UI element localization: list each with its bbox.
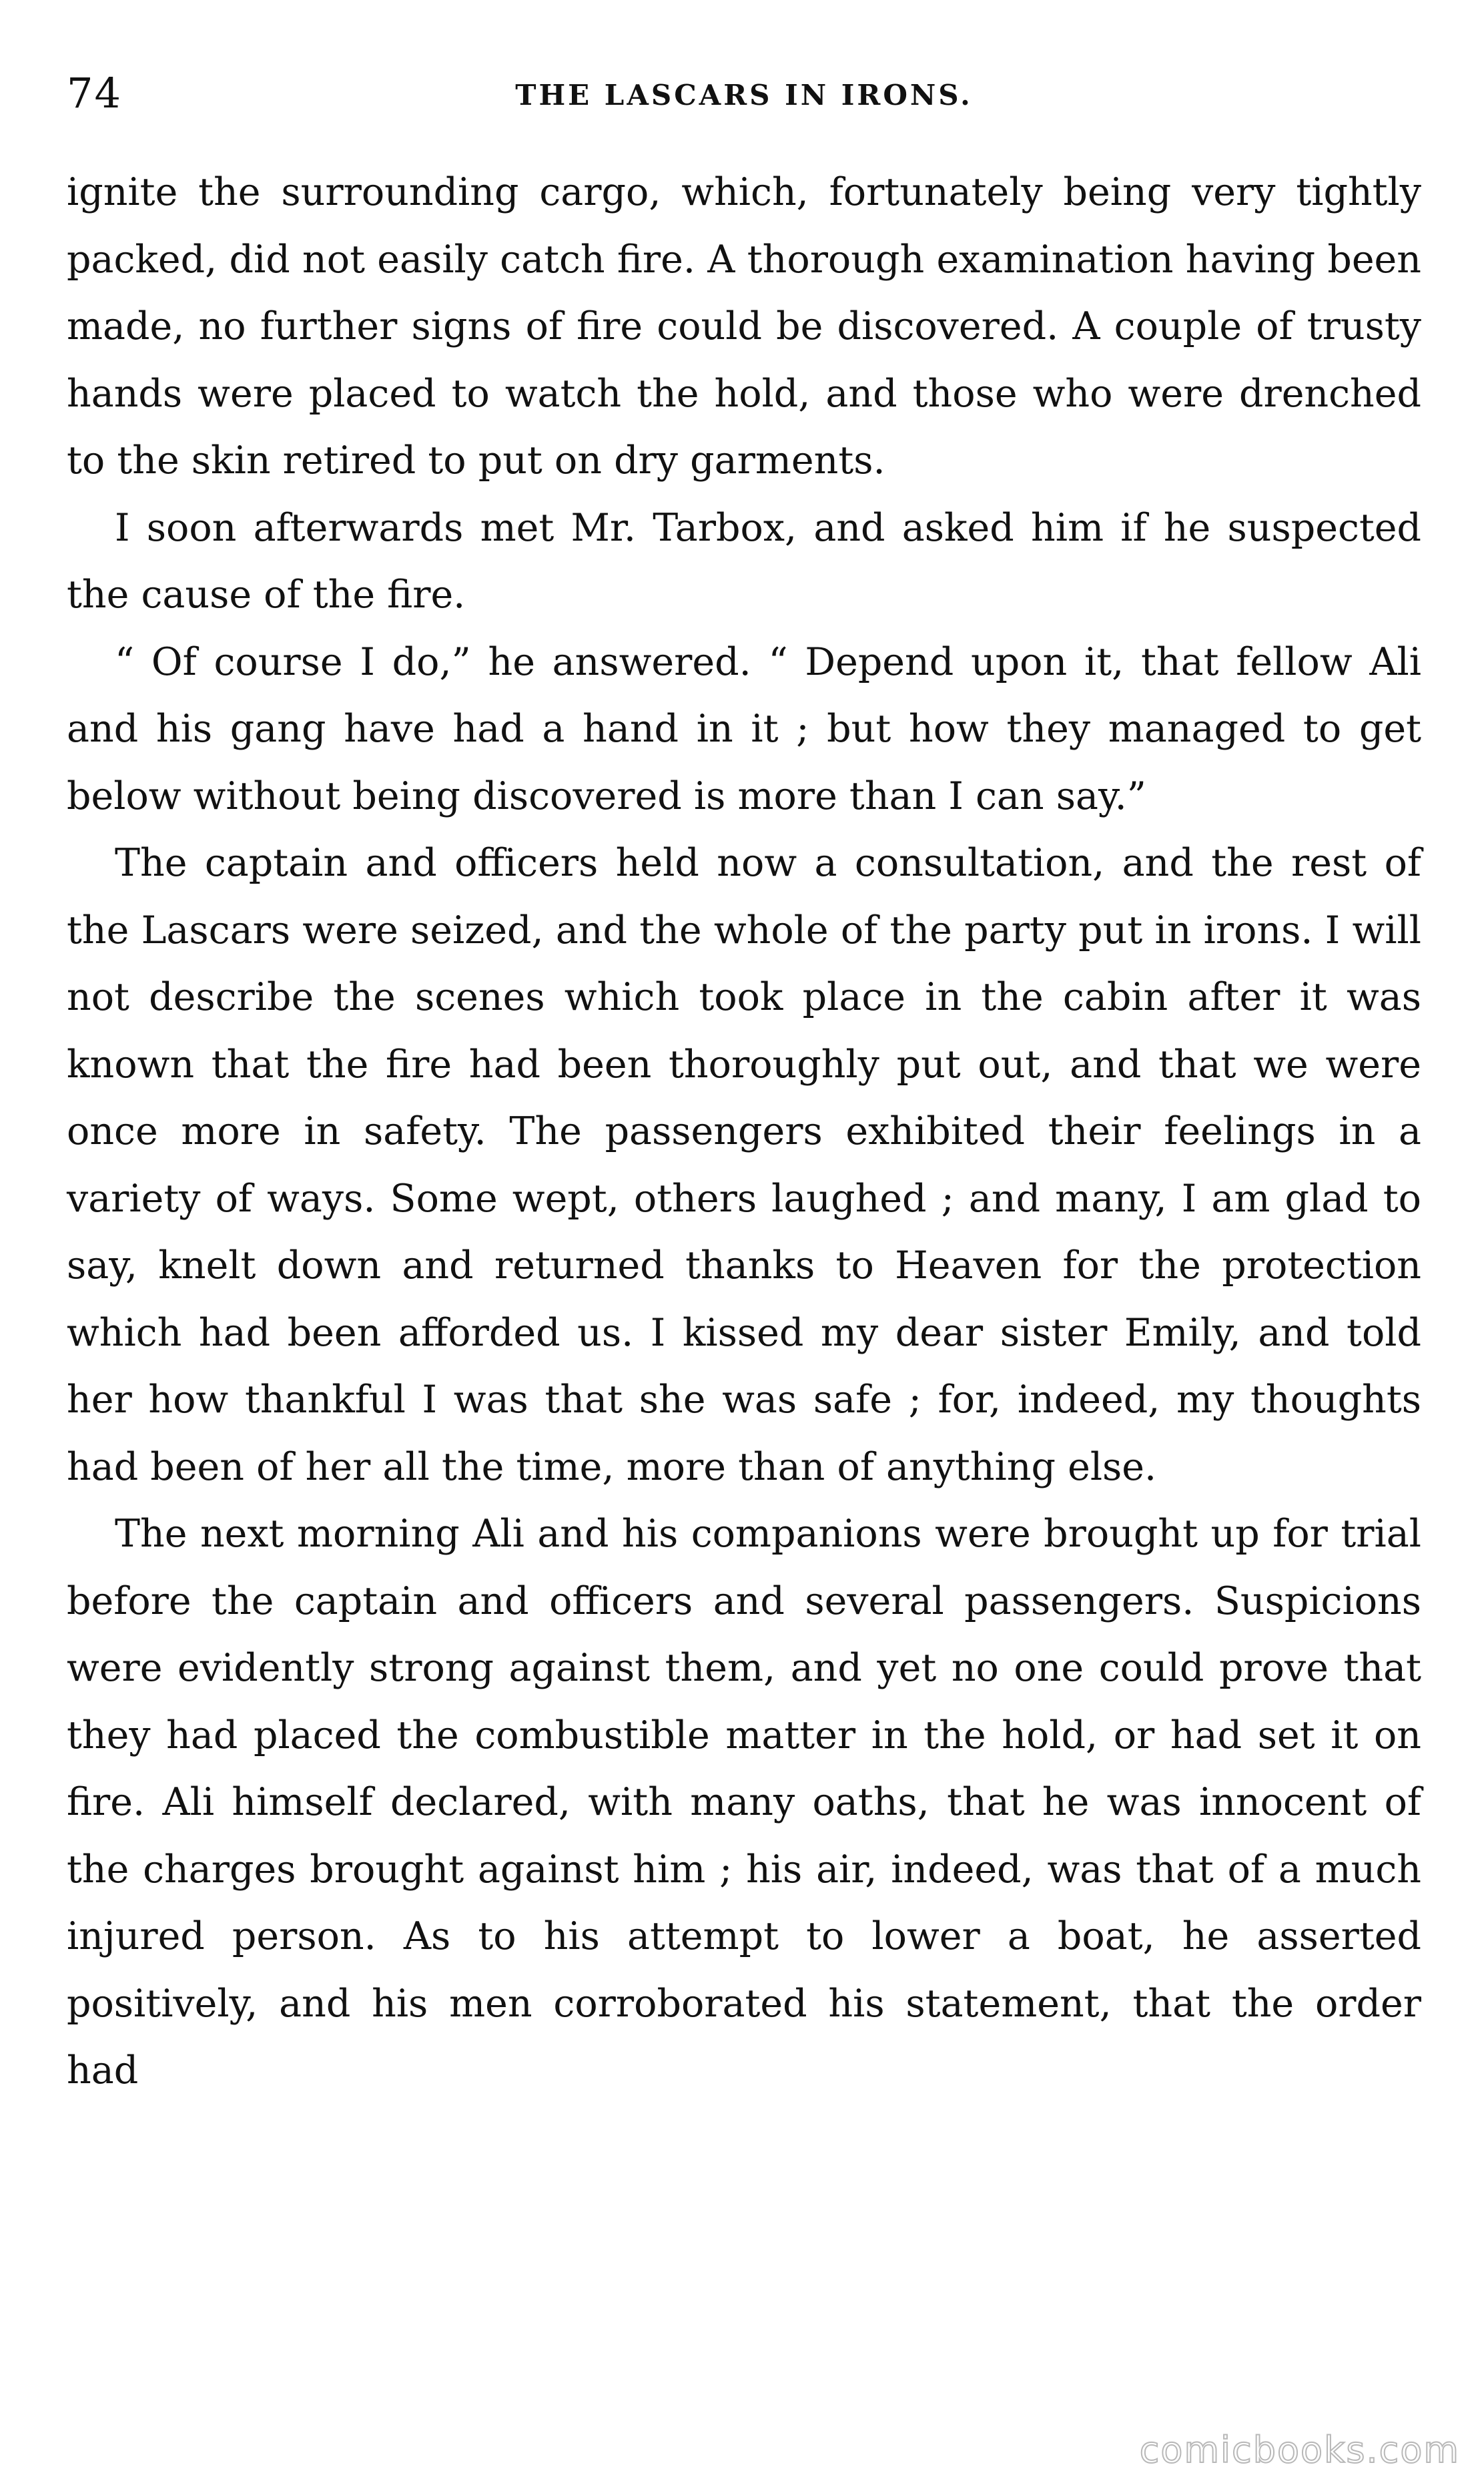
paragraph: “ Of course I do,” he answered. “ Depend upon it, that fellow Ali and his gang have had a hand in it ; but how they managed to get below without being discovered is more than I can say.” — [67, 639, 1421, 818]
paragraph: The captain and officers held now a consultation, and the rest of the Lascars were seized, and the whole of the party put in irons. I will not describe the scenes which took place in the cabin after it was known that the fire had been thoroughly put out, and that we were once more in safety. The passengers exhibited their feelings in a variety of ways. Some wept, others laughed ; and many, I am glad to say, knelt down and returned thanks to Heaven for the protection which had been afforded us. I kissed my dear sister Emily, and told her how thankful I was that she was safe ; for, indeed, my thoughts had been of her all the time, more than of anything else. — [67, 841, 1421, 1489]
running-title: THE LASCARS IN IRONS. — [515, 79, 973, 111]
watermark-text: comicbooks.com — [1139, 2429, 1460, 2471]
paragraph-continued: ignite the surrounding cargo, which, fortunately being very tightly packed, did not easily catch fire. A thorough examination having been made, no further signs of fire could be discovered. A couple of trusty hands were placed to watch the hold, and those who were drenched to the skin retired to put on dry garments. — [67, 170, 1421, 483]
paragraph: The next morning Ali and his companions were brought up for trial before the captain and officers and several passengers. Suspicions were evidently strong against them, and yet no one could prove that they had placed the combustible matter in the hold, or had set it on fire. Ali himself declared, with many oaths, that he was innocent of the charges brought against him ; his air, indeed, was that of a much injured person. As to his attempt to lower a boat, he asserted positively, and his men corroborated his statement, that the order had — [67, 1512, 1421, 2093]
paragraph: I soon afterwards met Mr. Tarbox, and asked him if he suspected the cause of the fire. — [67, 505, 1421, 617]
page-number: 74 — [67, 69, 122, 117]
running-head — [67, 67, 1421, 120]
book-page — [67, 0, 1421, 2491]
body-text — [67, 159, 1421, 2105]
